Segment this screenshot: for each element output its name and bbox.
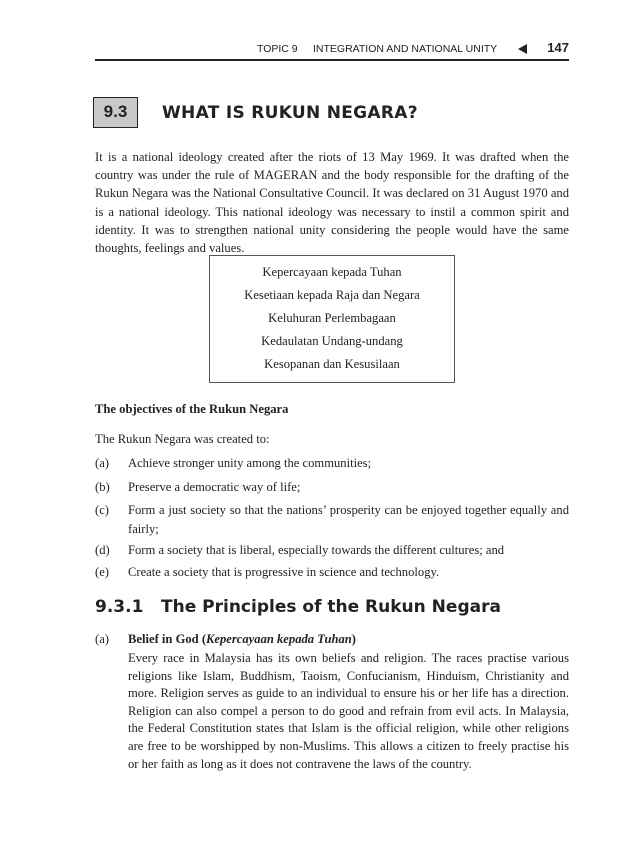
objective-item [95, 563, 569, 582]
list-marker: (b) [95, 480, 110, 494]
triangle-left-icon [518, 44, 527, 54]
running-header [95, 40, 569, 58]
objective-item [95, 501, 569, 538]
list-marker: (d) [95, 543, 110, 557]
header-divider [95, 59, 569, 61]
list-marker: (c) [95, 503, 109, 517]
objective-text: Achieve stronger unity among the communities; [128, 456, 372, 470]
section-intro-paragraph: It is a national ideology created after the riots of 13 May 1969. It was drafted when the country was under the rule of MAGERAN and the body responsible for the drafting of the Rukun Negara was the National Consultative Council. It was declared on 31 August 1970 and is a national ideology. This national ideology was necessary to instil a common spirit and identity. It was to strengthen national unity considering the people would have the same thoughts, feelings and values. [95, 150, 569, 256]
objectives-intro: The Rukun Negara was created to: [95, 432, 270, 446]
rukun-principle-5: Kesopanan dan Kesusilaan [264, 357, 400, 371]
objective-item [95, 454, 569, 473]
principle-heading [128, 632, 356, 647]
objective-text: Create a society that is progressive in science and technology. [128, 565, 440, 579]
objective-text: Form a just society so that the nations’ prosperity can be enjoyed together equally and fairly; [128, 503, 569, 536]
rukun-principle-3: Keluhuran Perlembagaan [268, 311, 396, 325]
rukun-principle-1: Kepercayaan kepada Tuhan [262, 265, 402, 279]
objective-item [95, 478, 569, 497]
section-title: WHAT IS RUKUN NEGARA? [162, 103, 418, 123]
subsection-title: The Principles of the Rukun Negara [161, 597, 501, 617]
principle-heading-malay: Kepercayaan kepada Tuhan [206, 632, 352, 646]
header-topic-label: TOPIC 9 [257, 43, 298, 55]
section-number-badge: 9.3 [93, 97, 138, 128]
objective-text: Form a society that is liberal, especially towards the different cultures; and [128, 543, 505, 557]
rukun-negara-box [209, 255, 455, 383]
principle-heading-prefix: Belief in God ( [128, 632, 207, 646]
list-marker: (a) [95, 456, 109, 470]
rukun-principle-2: Kesetiaan kepada Raja dan Negara [244, 288, 420, 302]
list-marker: (e) [95, 565, 109, 579]
subsection-number: 9.3.1 [95, 597, 144, 617]
objectives-heading: The objectives of the Rukun Negara [95, 402, 289, 416]
rukun-principle-4: Kedaulatan Undang-undang [261, 334, 403, 348]
principle-heading-suffix: ) [351, 632, 356, 646]
principle-body: Every race in Malaysia has its own beliefs and religion. The races practise various religions like Islam, Buddhism, Taoism, Confucianism, Hinduism, Christianity and more. Religion serves as guide to an individual to ensure his or her life has a direction. Religion can also compel a person to do good and refrain from evil acts. In Malaysia, the Federal Constitution states that Islam is the official religion, while other religions are free to be worshipped by non-Muslims. This allows a citizen to freely practise his or her faith as long as it does not contravene the laws of the country. [128, 651, 569, 771]
objective-item [95, 541, 569, 560]
list-marker: (a) [95, 632, 109, 646]
page-number: 147 [547, 40, 569, 55]
objective-text: Preserve a democratic way of life; [128, 480, 301, 494]
header-topic-title: INTEGRATION AND NATIONAL UNITY [313, 43, 498, 55]
